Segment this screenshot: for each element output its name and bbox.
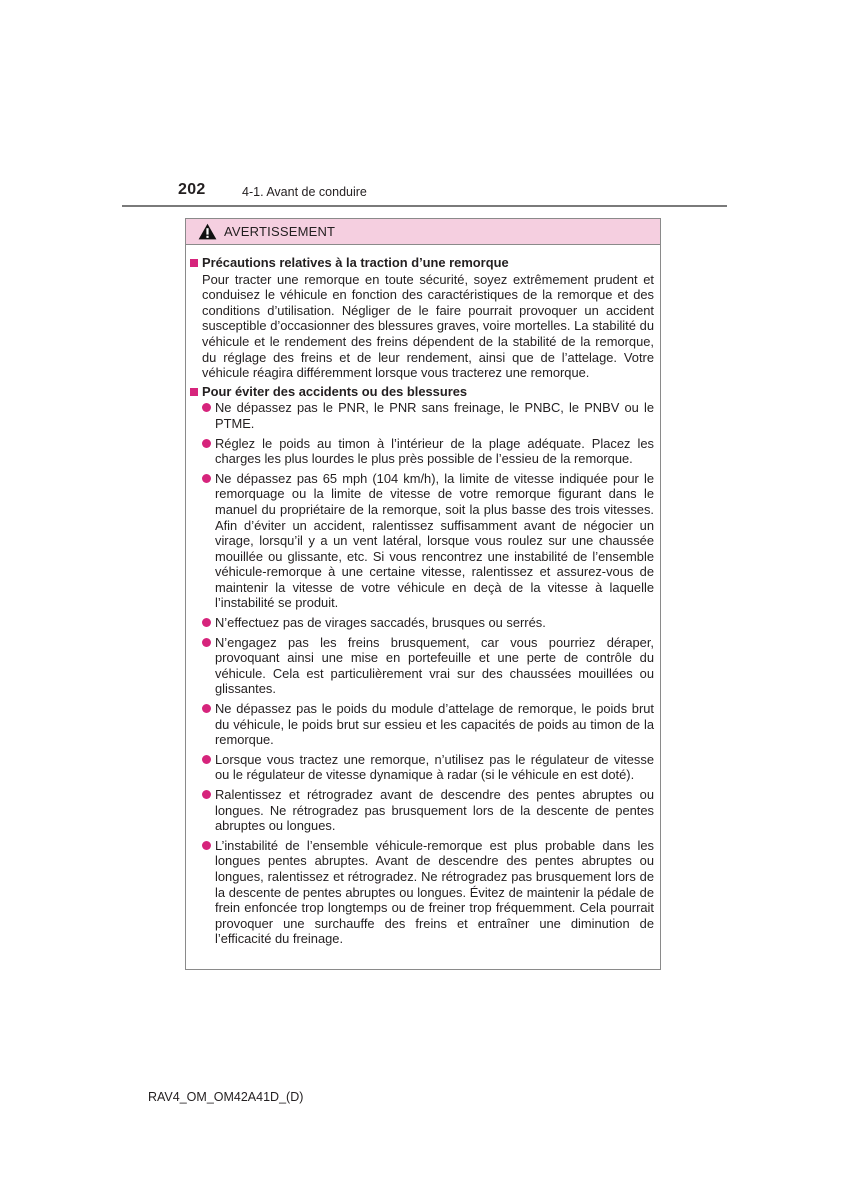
section-paragraph: Pour tracter une remorque en toute sécurité, soyez extrêmement prudent et conduisez le véhicule en fonction des caractéristiques de la remorque et des conditions d’utilisation. Négliger de le faire pourrait provoquer un accident susceptible d’occasionner des blessures graves, voire mortelles. La stabilité du véhicule et le rendement des freins dépendent de la stabilité de la remorque, du réglage des freins et de leur rendement, ainsi que de l’attelage. Votre véhicule réagira différemment lorsque vous tracterez une remorque. [202,271,654,381]
warning-triangle-icon [198,223,217,240]
warning-label: AVERTISSEMENT [224,224,336,239]
list-item: N’effectuez pas de virages saccadés, brusques ou serrés. [190,615,654,631]
circle-bullet-icon [202,638,211,647]
section-heading-text: Précautions relatives à la traction d’une remorque [202,255,509,270]
warning-content [186,245,660,947]
list-item: Ne dépassez pas le poids du module d’attelage de remorque, le poids brut du véhicule, le poids brut sur essieu et les capacités de poids au timon de la remorque. [190,701,654,748]
circle-bullet-icon [202,790,211,799]
header-rule [122,205,727,207]
list-item: Lorsque vous tractez une remorque, n’utilisez pas le régulateur de vitesse ou le régulateur de vitesse dynamique à radar (si le véhicule en est doté). [190,752,654,783]
bullet-list [190,400,654,947]
list-item: N’engagez pas les freins brusquement, car vous pourriez déraper, provoquant ainsi une mise en portefeuille et une perte de contrôle du véhicule. Cela est particulièrement vrai sur des chaussées mouillées ou glissantes. [190,635,654,697]
footer-doc-code: RAV4_OM_OM42A41D_(D) [148,1090,304,1104]
square-bullet-icon [190,388,198,396]
warning-header [186,219,660,245]
section-heading [190,384,654,400]
circle-bullet-icon [202,755,211,764]
page-number: 202 [178,181,206,198]
circle-bullet-icon [202,618,211,627]
circle-bullet-icon [202,439,211,448]
circle-bullet-icon [202,841,211,850]
list-item: Ralentissez et rétrogradez avant de descendre des pentes abruptes ou longues. Ne rétrogradez pas brusquement lors de la descente de pentes abruptes ou longues. [190,787,654,834]
list-item: Réglez le poids au timon à l’intérieur de la plage adéquate. Placez les charges les plus lourdes le plus près possible de l’essieu de la remorque. [190,436,654,467]
section-heading-text: Pour éviter des accidents ou des blessures [202,383,468,399]
circle-bullet-icon [202,474,211,483]
list-item: L’instabilité de l’ensemble véhicule-remorque est plus probable dans les longues pentes abruptes. Avant de descendre des pentes abruptes ou longues, ralentissez et rétrogradez. Ne rétrogradez pas brusquement lors de la descente de pentes abruptes ou longues. Évitez de maintenir la pédale de frein enfoncée trop longtemps ou de freiner trop fréquemment. Cela pourrait provoquer une surchauffe des freins et entraîner une diminution de l’efficacité du freinage. [190,838,654,947]
warning-box [185,218,661,970]
square-bullet-icon [190,259,198,267]
section-title: 4-1. Avant de conduire [242,185,367,199]
list-item: Ne dépassez pas 65 mph (104 km/h), la limite de vitesse indiquée pour le remorquage ou la limite de vitesse de votre remorque figurant dans le manuel du propriétaire de la remorque, soit la plus basse des trois vitesses. Afin d’éviter un accident, ralentissez suffisamment avant de négocier un virage, lorsqu’il y a un vent latéral, lorsque vous roulez sur une chaussée mouillée ou glissante, etc. Si vous rencontrez une instabilité de l’ensemble véhicule-remorque à une certaine vitesse, ralentissez et assurez-vous de maintenir la vitesse de votre véhicule en deçà de la vitesse à laquelle l’instabilité se produit. [190,471,654,611]
circle-bullet-icon [202,403,211,412]
list-item: Ne dépassez pas le PNR, le PNR sans freinage, le PNBC, le PNBV ou le PTME. [190,400,654,431]
section-heading [190,255,654,271]
circle-bullet-icon [202,704,211,713]
